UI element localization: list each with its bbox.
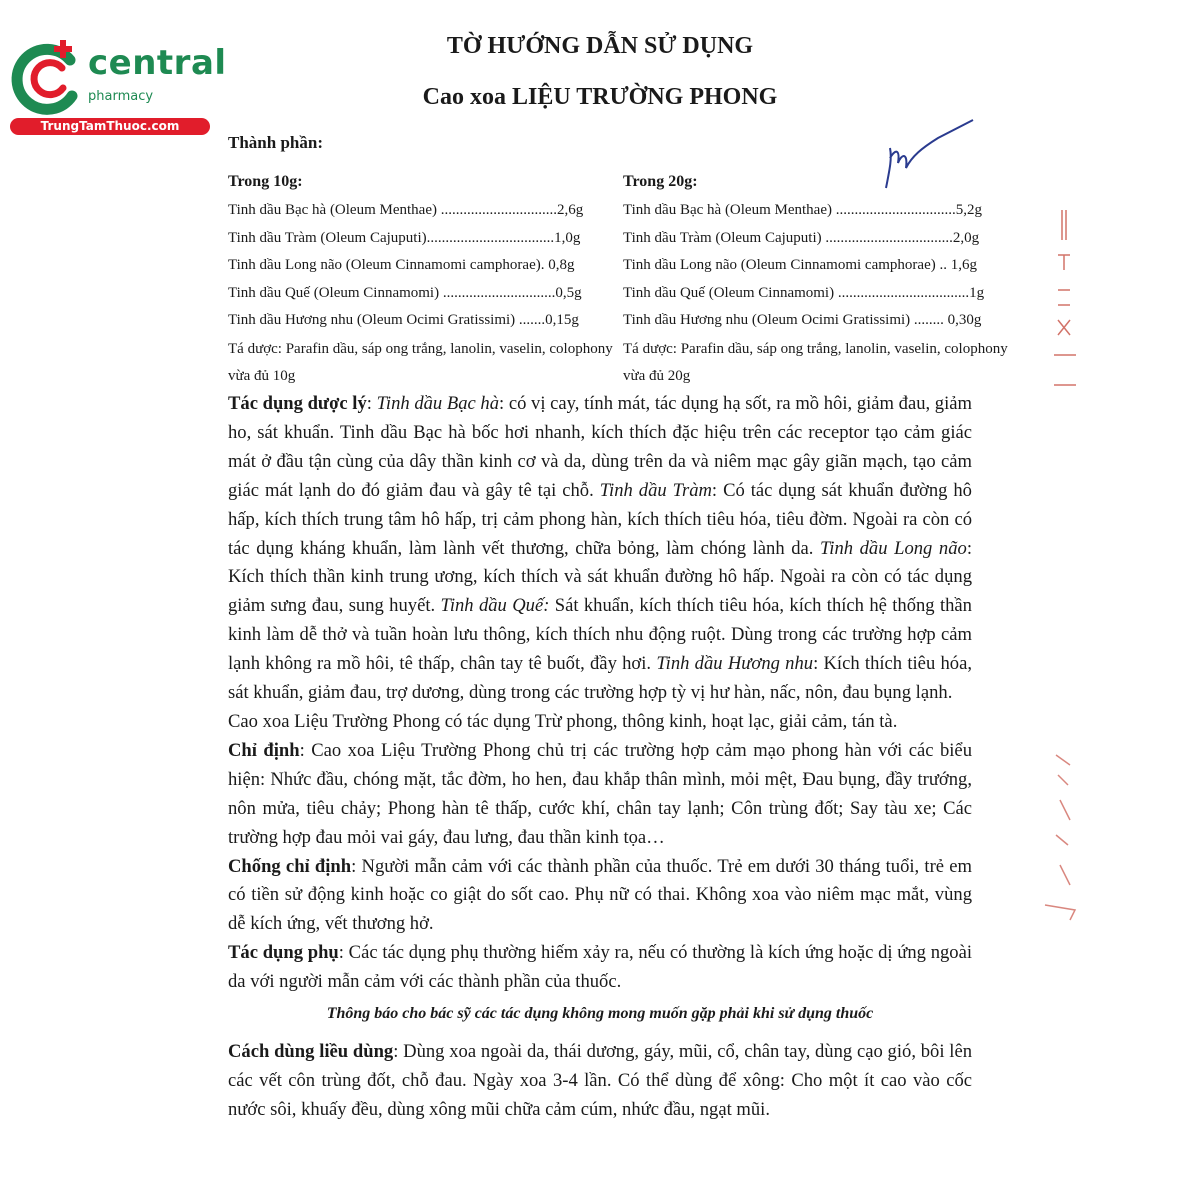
ingredient-row: Tinh dầu Hương nhu (Oleum Ocimi Gratissimi) ........ 0,30g: [623, 312, 982, 328]
ingredient-desc: : Có tác dụng sát khuẩn đường hô hấp, kích thích trung tâm hô hấp, trị cảm phong hàn, kích thích tiêu hóa, tiêu đờm. Ngoài ra còn có tác dụng kháng khuẩn, làm lành vết thương, chữa bỏng, làm chóng lành da.: [228, 479, 972, 559]
ingredient-desc: Sát khuẩn, kích thích tiêu hóa, kích thích hệ thống thần kinh làm dễ thở và tuần hoàn lưu thông, kích thích nhu động ruột. Dùng trong các trường hợp cảm lạnh không ra mồ hôi, tê thấp, chân tay tê buốt, đầy hơi.: [228, 595, 972, 675]
ingredient-name: Tinh dầu Tràm: [599, 479, 712, 501]
side-effects-text: : Các tác dụng phụ thường hiếm xảy ra, nếu có thường là kích ứng hoặc dị ứng ngoài da với người mẫn cảm với các thành phần của thuốc.: [228, 942, 973, 993]
contraindications-section: [228, 853, 972, 940]
ingredient-row: Tinh dầu Bạc hà (Oleum Menthae) ................................5,2g: [623, 202, 982, 218]
document-body: [228, 390, 972, 1125]
side-effects-section: [228, 939, 972, 997]
ingredient-row: Tinh dầu Quế (Oleum Cinnamomi) ...................................1g: [623, 284, 985, 301]
ingredient-name: Tinh dầu Hương nhu: [656, 653, 814, 675]
indications-text: : Cao xoa Liệu Trường Phong chủ trị các trường hợp cảm mạo phong hàn với các biểu hiện: Nhức đầu, chóng mặt, tắc đờm, ho hen, đau khắp thân mình, mỏi mệt, Đau bụng, đầy trướng, nôn mửa, tiêu chảy; Phong hàn tê thấp, cước khí, chân tay lạnh; Côn trùng đốt; Say tàu xe; Các trường hợp đau mỏi vai gáy, đau lưng, đau thần kinh tọa…: [228, 739, 972, 848]
ingredient-row: Tinh dầu Bạc hà (Oleum Menthae) ...............................2,6g: [228, 202, 584, 218]
ingredient-row: Tinh dầu Hương nhu (Oleum Ocimi Gratissimi) .......0,15g: [228, 312, 579, 328]
composition-10g: [228, 170, 613, 391]
contraindications-text: : Người mẫn cảm với các thành phần của thuốc. Trẻ em dưới 30 tháng tuổi, trẻ em có tiền sử động kinh hoặc co giật do sốt cao. Phụ nữ có thai. Không xoa vào niêm mạc mắt, vùng dễ kích ứng, vết thương hở.: [228, 855, 972, 935]
stamp-fragment-icon: [1040, 210, 1080, 390]
pharmacology-summary: Cao xoa Liệu Trường Phong có tác dụng Trừ phong, thông kinh, hoạt lạc, giải cảm, tán tà.: [228, 710, 898, 732]
logo-brand: central: [88, 43, 227, 83]
document-title: TỜ HƯỚNG DẪN SỬ DỤNG: [446, 33, 754, 59]
logo-c-icon: [10, 38, 88, 116]
stamp-fragment-icon: [1040, 745, 1080, 925]
ingredient-name: Tinh dầu Long não: [819, 537, 967, 559]
side-effects-label: Tác dụng phụ: [228, 942, 339, 964]
excipient-row: Tá dược: Parafin dầu, sáp ong trắng, lanolin, vaselin, colophony vừa đủ 20g: [623, 340, 1008, 384]
product-title: Cao xoa LIỆU TRƯỜNG PHONG: [422, 84, 778, 110]
ingredient-row: Tinh dầu Tràm (Oleum Cajuputi) ..................................2,0g: [623, 229, 980, 246]
excipient-row: Tá dược: Parafin dầu, sáp ong trắng, lanolin, vaselin, colophony vừa đủ 10g: [228, 340, 613, 384]
composition-20g-header: Trong 20g:: [623, 173, 698, 190]
ingredient-row: Tinh dầu Quế (Oleum Cinnamomi) ..............................0,5g: [228, 284, 582, 301]
composition-10g-header: Trong 10g:: [228, 173, 303, 190]
dosage-text: : Dùng xoa ngoài da, thái dương, gáy, mũi, cổ, chân tay, dùng cạo gió, bôi lên các vết côn trùng đốt, chỗ đau. Ngày xoa 3-4 lần. Có thể dùng để xông: Cho một ít cao vào cốc nước sôi, khuấy đều, dùng xông mũi chữa cảm cúm, nhức đầu, ngạt mũi.: [228, 1041, 972, 1120]
notice-line: Thông báo cho bác sỹ các tác dụng không mong muốn gặp phải khi sử dụng thuốc: [326, 1005, 874, 1023]
pharmacology-label: Tác dụng dược lý: [228, 393, 367, 414]
dosage-label: Cách dùng liều dùng: [228, 1041, 394, 1063]
composition-20g: [623, 170, 1008, 391]
composition-heading: Thành phần:: [228, 133, 323, 152]
ingredient-row: Tinh dầu Long não (Oleum Cinnamomi camphorae). 0,8g: [228, 257, 575, 273]
ingredient-name: Tinh dầu Quế:: [440, 595, 550, 617]
ingredient-row: Tinh dầu Tràm (Oleum Cajuputi)..................................1,0g: [228, 229, 581, 246]
logo-website[interactable]: TrungTamThuoc.com: [10, 118, 210, 135]
ingredient-row: Tinh dầu Long não (Oleum Cinnamomi camphorae) .. 1,6g: [623, 257, 977, 273]
contraindications-label: Chống chỉ định: [228, 855, 352, 877]
pharmacology-section: Tác dụng dược lý: Tinh dầu Bạc hà: có vị cay, tính mát, tác dụng hạ sốt, ra mồ hôi, giảm đau, giảm ho, sát khuẩn. Tinh dầu Bạc hà bốc hơi nhanh, kích thích đặc hiệu trên các receptor tạo cảm giác mát ở đầu tận cùng của dây thần kinh cơ và da, dùng trên da và niêm mạc gây giãn mạch, tạo cảm giác mát lạnh do đó giảm đau và gây tê tại chỗ. Tinh dầu Tràm: Có tác dụng sát khuẩn đường hô hấp, kích thích trung tâm hô hấp, trị cảm phong hàn, kích thích tiêu hóa, tiêu đờm. Ngoài ra còn có tác dụng kháng khuẩn, làm lành vết thương, chữa bỏng, làm chóng lành da. Tinh dầu Long não: Kích thích thần kinh trung ương, kích thích và sát khuẩn đường hô hấp. Ngoài ra còn có tác dụng giảm sưng đau, sung huyết. Tinh dầu Quế: Sát khuẩn, kích thích tiêu hóa, kích thích hệ thống thần kinh làm dễ thở và tuần hoàn lưu thông, kích thích nhu động ruột. Dùng trong các trường hợp cảm lạnh không ra mồ hôi, tê thấp, chân tay tê buốt, đầy hơi. Tinh dầu Hương nhu: Kích thích tiêu hóa, sát khuẩn, giảm đau, trợ dương, dùng trong các trường hợp tỳ vị hư hàn, nấc, nôn, đau bụng lạnh.: [228, 393, 972, 704]
logo-subtitle: pharmacy: [88, 89, 154, 104]
dosage-section: [228, 1038, 972, 1125]
ingredient-desc: : Kích thích tiêu hóa, sát khuẩn, giảm đau, trợ dương, dùng trong các trường hợp tỳ vị hư hàn, nấc, nôn, đau bụng lạnh.: [228, 653, 972, 704]
indications-section: [228, 737, 972, 853]
ingredient-desc: : Kích thích thần kinh trung ương, kích thích và sát khuẩn đường hô hấp. Ngoài ra còn có tác dụng giảm sưng đau, sung huyết.: [228, 537, 972, 617]
indications-label: Chỉ định: [228, 739, 300, 761]
ingredient-desc: : có vị cay, tính mát, tác dụng hạ sốt, ra mồ hôi, giảm đau, giảm ho, sát khuẩn. Tinh dầu Bạc hà bốc hơi nhanh, kích thích đặc hiệu trên các receptor tạo cảm giác mát ở đầu tận cùng của dây thần kinh cơ và da, dùng trên da và niêm mạc gây giãn mạch, tạo cảm giác mát lạnh do đó giảm đau và gây tê tại chỗ.: [228, 393, 972, 501]
ingredient-name: Tinh dầu Bạc hà: [376, 393, 500, 414]
